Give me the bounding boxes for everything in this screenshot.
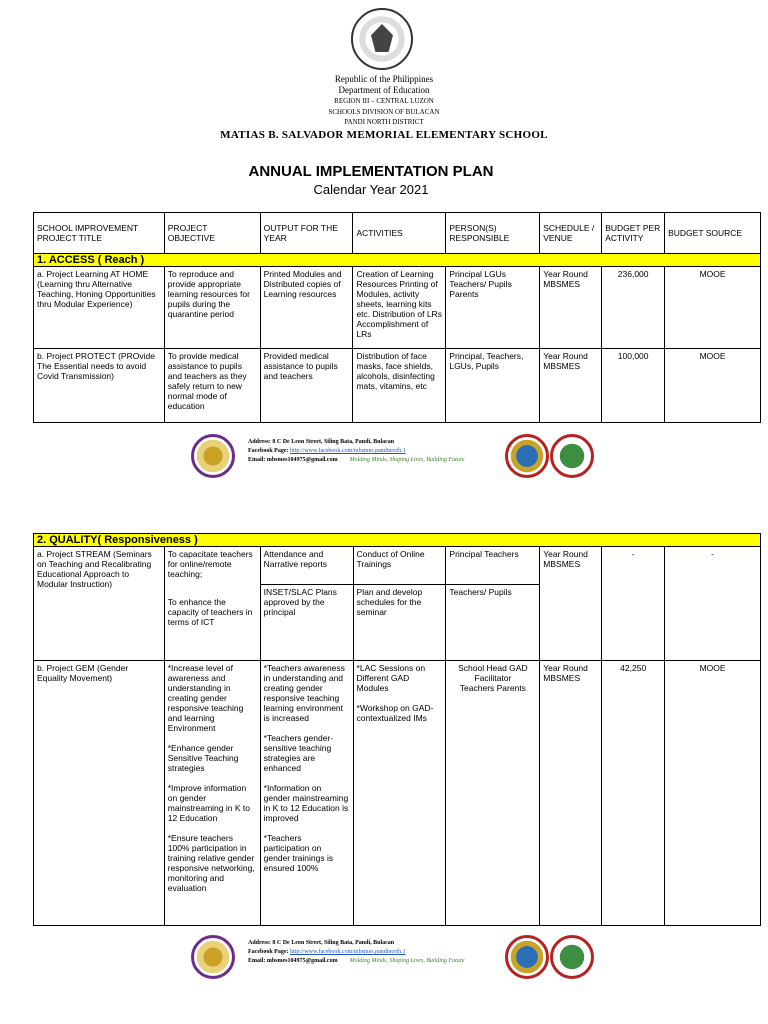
header-division: SCHOOLS DIVISION OF BULACAN: [328, 108, 440, 116]
col-header: SCHEDULE / VENUE: [540, 213, 602, 254]
col-header: PERSON(S) RESPONSIBLE: [446, 213, 540, 254]
plan-table-access: [33, 212, 761, 423]
persons-cell: School Head GAD Facilitator Teachers Parents: [446, 661, 540, 926]
header-republic: Republic of the Philippines: [334, 74, 434, 84]
footer-tagline: Molding Minds, Shaping Lives, Building Future: [349, 457, 465, 463]
schedule-cell: Year Round MBSMES: [540, 547, 602, 661]
plan-table-quality: [33, 533, 761, 926]
footer-contact: [248, 438, 465, 465]
output-text: *Information on gender mainstreaming in K to 12 Education is improved: [263, 783, 349, 823]
table-row: [34, 661, 761, 926]
objective-cell: To reproduce and provide appropriate learning resources for pupils during the quarantine period: [164, 267, 260, 349]
output-text: *Teachers awareness in understanding and creating gender responsive teaching learning environment is increased: [263, 663, 345, 723]
source-cell: MOOE: [665, 661, 761, 926]
header-department: Department of Education: [338, 85, 430, 95]
budget-cell: 100,000: [602, 349, 665, 423]
footer-email-line: [248, 957, 465, 966]
persons-cell: Principal Teachers: [446, 547, 540, 585]
budget-cell: 236,000: [602, 267, 665, 349]
budget-cell: 42,250: [602, 661, 665, 926]
output-cell: Printed Modules and Distributed copies of Learning resources: [260, 267, 353, 349]
district-logo-icon: [550, 434, 594, 478]
footer-email: Email: mbsmes104975@gmail.com: [248, 958, 338, 964]
schedule-cell: Year Round MBSMES: [540, 349, 602, 423]
project-title-cell: a. Project STREAM (Seminars on Teaching and Recalibrating Educational Approach to Modular Instruction): [34, 547, 165, 661]
table-row: [34, 547, 761, 585]
output-text: *Teachers participation on gender trainings is ensured 100%: [263, 833, 334, 873]
objective-cell: [164, 547, 260, 661]
school-logo-icon: [191, 434, 235, 478]
section-row-access: [34, 254, 761, 267]
section-label: 1. ACCESS ( Reach ): [34, 254, 761, 267]
footer-facebook: Facebook Page: http://www.facebook.com/mbsmes.pandinorth.1: [248, 949, 406, 955]
table-row: [34, 267, 761, 349]
objective-text: *Improve information on gender mainstreaming in K to 12 Education: [167, 783, 250, 823]
page-footer: [0, 933, 768, 981]
footer-facebook: Facebook Page: http://www.facebook.com/mbsmes.pandinorth.1: [248, 448, 406, 454]
project-title-cell: b. Project GEM (Gender Equality Movement): [34, 661, 165, 926]
objective-text: To capacitate teachers for online/remote teaching;: [167, 549, 253, 579]
header-school-name: MATIAS B. SALVADOR MEMORIAL ELEMENTARY SCHOOL: [220, 129, 548, 141]
footer-address: Address: 8 C De Leon Street, Siling Bata, Pandi, Bulacan: [248, 940, 395, 946]
activities-cell: Plan and develop schedules for the seminar: [353, 585, 446, 661]
header-region: REGION III – CENTRAL LUZON: [334, 97, 434, 105]
division-logo-icon: [505, 935, 549, 979]
footer-email-line: [248, 456, 465, 465]
col-header: OUTPUT FOR THE YEAR: [260, 213, 353, 254]
col-header: PROJECT OBJECTIVE: [164, 213, 260, 254]
activity-text: *Workshop on GAD-contextualized IMs: [356, 703, 434, 723]
objective-cell: [164, 661, 260, 926]
project-title-cell: a. Project Learning AT HOME (Learning thru Alternative Teaching, Honing Opportunities thru Modular Experience): [34, 267, 165, 349]
footer-tagline: Molding Minds, Shaping Lives, Building Future: [349, 958, 465, 964]
output-cell: INSET/SLAC Plans approved by the principal: [260, 585, 353, 661]
source-cell: -: [665, 547, 761, 661]
col-header: BUDGET PER ACTIVITY: [602, 213, 665, 254]
table-row: [34, 349, 761, 423]
source-cell: MOOE: [665, 349, 761, 423]
document-title: ANNUAL IMPLEMENTATION PLAN: [248, 163, 494, 180]
activity-text: *LAC Sessions on Different GAD Modules: [356, 663, 426, 693]
objective-text: To enhance the capacity of teachers in terms of ICT: [167, 597, 253, 627]
document-subtitle: Calendar Year 2021: [313, 182, 429, 197]
section-label: 2. QUALITY( Responsiveness ): [34, 534, 761, 547]
output-cell: [260, 661, 353, 926]
objective-text: *Increase level of awareness and understanding in creating gender responsive teaching and learning Environment: [167, 663, 244, 733]
deped-seal-icon: [351, 8, 413, 70]
budget-cell: -: [602, 547, 665, 661]
objective-text: *Enhance gender Sensitive Teaching strategies: [167, 743, 239, 773]
page-footer: [0, 432, 768, 480]
source-cell: MOOE: [665, 267, 761, 349]
col-header: SCHOOL IMPROVEMENT PROJECT TITLE: [34, 213, 165, 254]
output-cell: Attendance and Narrative reports: [260, 547, 353, 585]
division-logo-icon: [505, 434, 549, 478]
facebook-link[interactable]: http://www.facebook.com/mbsmes.pandinorth.1: [290, 448, 406, 454]
header-district: PANDI NORTH DISTRICT: [344, 118, 424, 126]
output-text: *Teachers gender-sensitive teaching strategies are enhanced: [263, 733, 334, 773]
section-row-quality: [34, 534, 761, 547]
activities-cell: Conduct of Online Trainings: [353, 547, 446, 585]
persons-cell: Principal LGUs Teachers/ Pupils Parents: [446, 267, 540, 349]
district-logo-icon: [550, 935, 594, 979]
output-cell: Provided medical assistance to pupils and teachers: [260, 349, 353, 423]
activities-cell: Creation of Learning Resources Printing of Modules, activity sheets, learning kits etc. Distribution of LRs Accomplishment of LRs: [353, 267, 446, 349]
activities-cell: [353, 661, 446, 926]
persons-cell: Principal, Teachers, LGUs, Pupils: [446, 349, 540, 423]
footer-email: Email: mbsmes104975@gmail.com: [248, 457, 338, 463]
persons-cell: Teachers/ Pupils: [446, 585, 540, 661]
table-header-row: [34, 213, 761, 254]
objective-text: *Ensure teachers 100% participation in training relative gender responsive networking, monitoring and evaluation: [167, 833, 255, 893]
col-header: ACTIVITIES: [353, 213, 446, 254]
facebook-link[interactable]: http://www.facebook.com/mbsmes.pandinorth.1: [290, 949, 406, 955]
school-logo-icon: [191, 935, 235, 979]
objective-cell: To provide medical assistance to pupils and teachers as they safely return to new normal mode of education: [164, 349, 260, 423]
activities-cell: Distribution of face masks, face shields, alcohols, disinfecting mats, vitamins, etc: [353, 349, 446, 423]
schedule-cell: Year Round MBSMES: [540, 267, 602, 349]
schedule-cell: Year Round MBSMES: [540, 661, 602, 926]
col-header: BUDGET SOURCE: [665, 213, 761, 254]
project-title-cell: b. Project PROTECT (PROvide The Essential needs to avoid Covid Transmission): [34, 349, 165, 423]
footer-address: Address: 8 C De Leon Street, Siling Bata, Pandi, Bulacan: [248, 439, 395, 445]
footer-contact: [248, 939, 465, 966]
